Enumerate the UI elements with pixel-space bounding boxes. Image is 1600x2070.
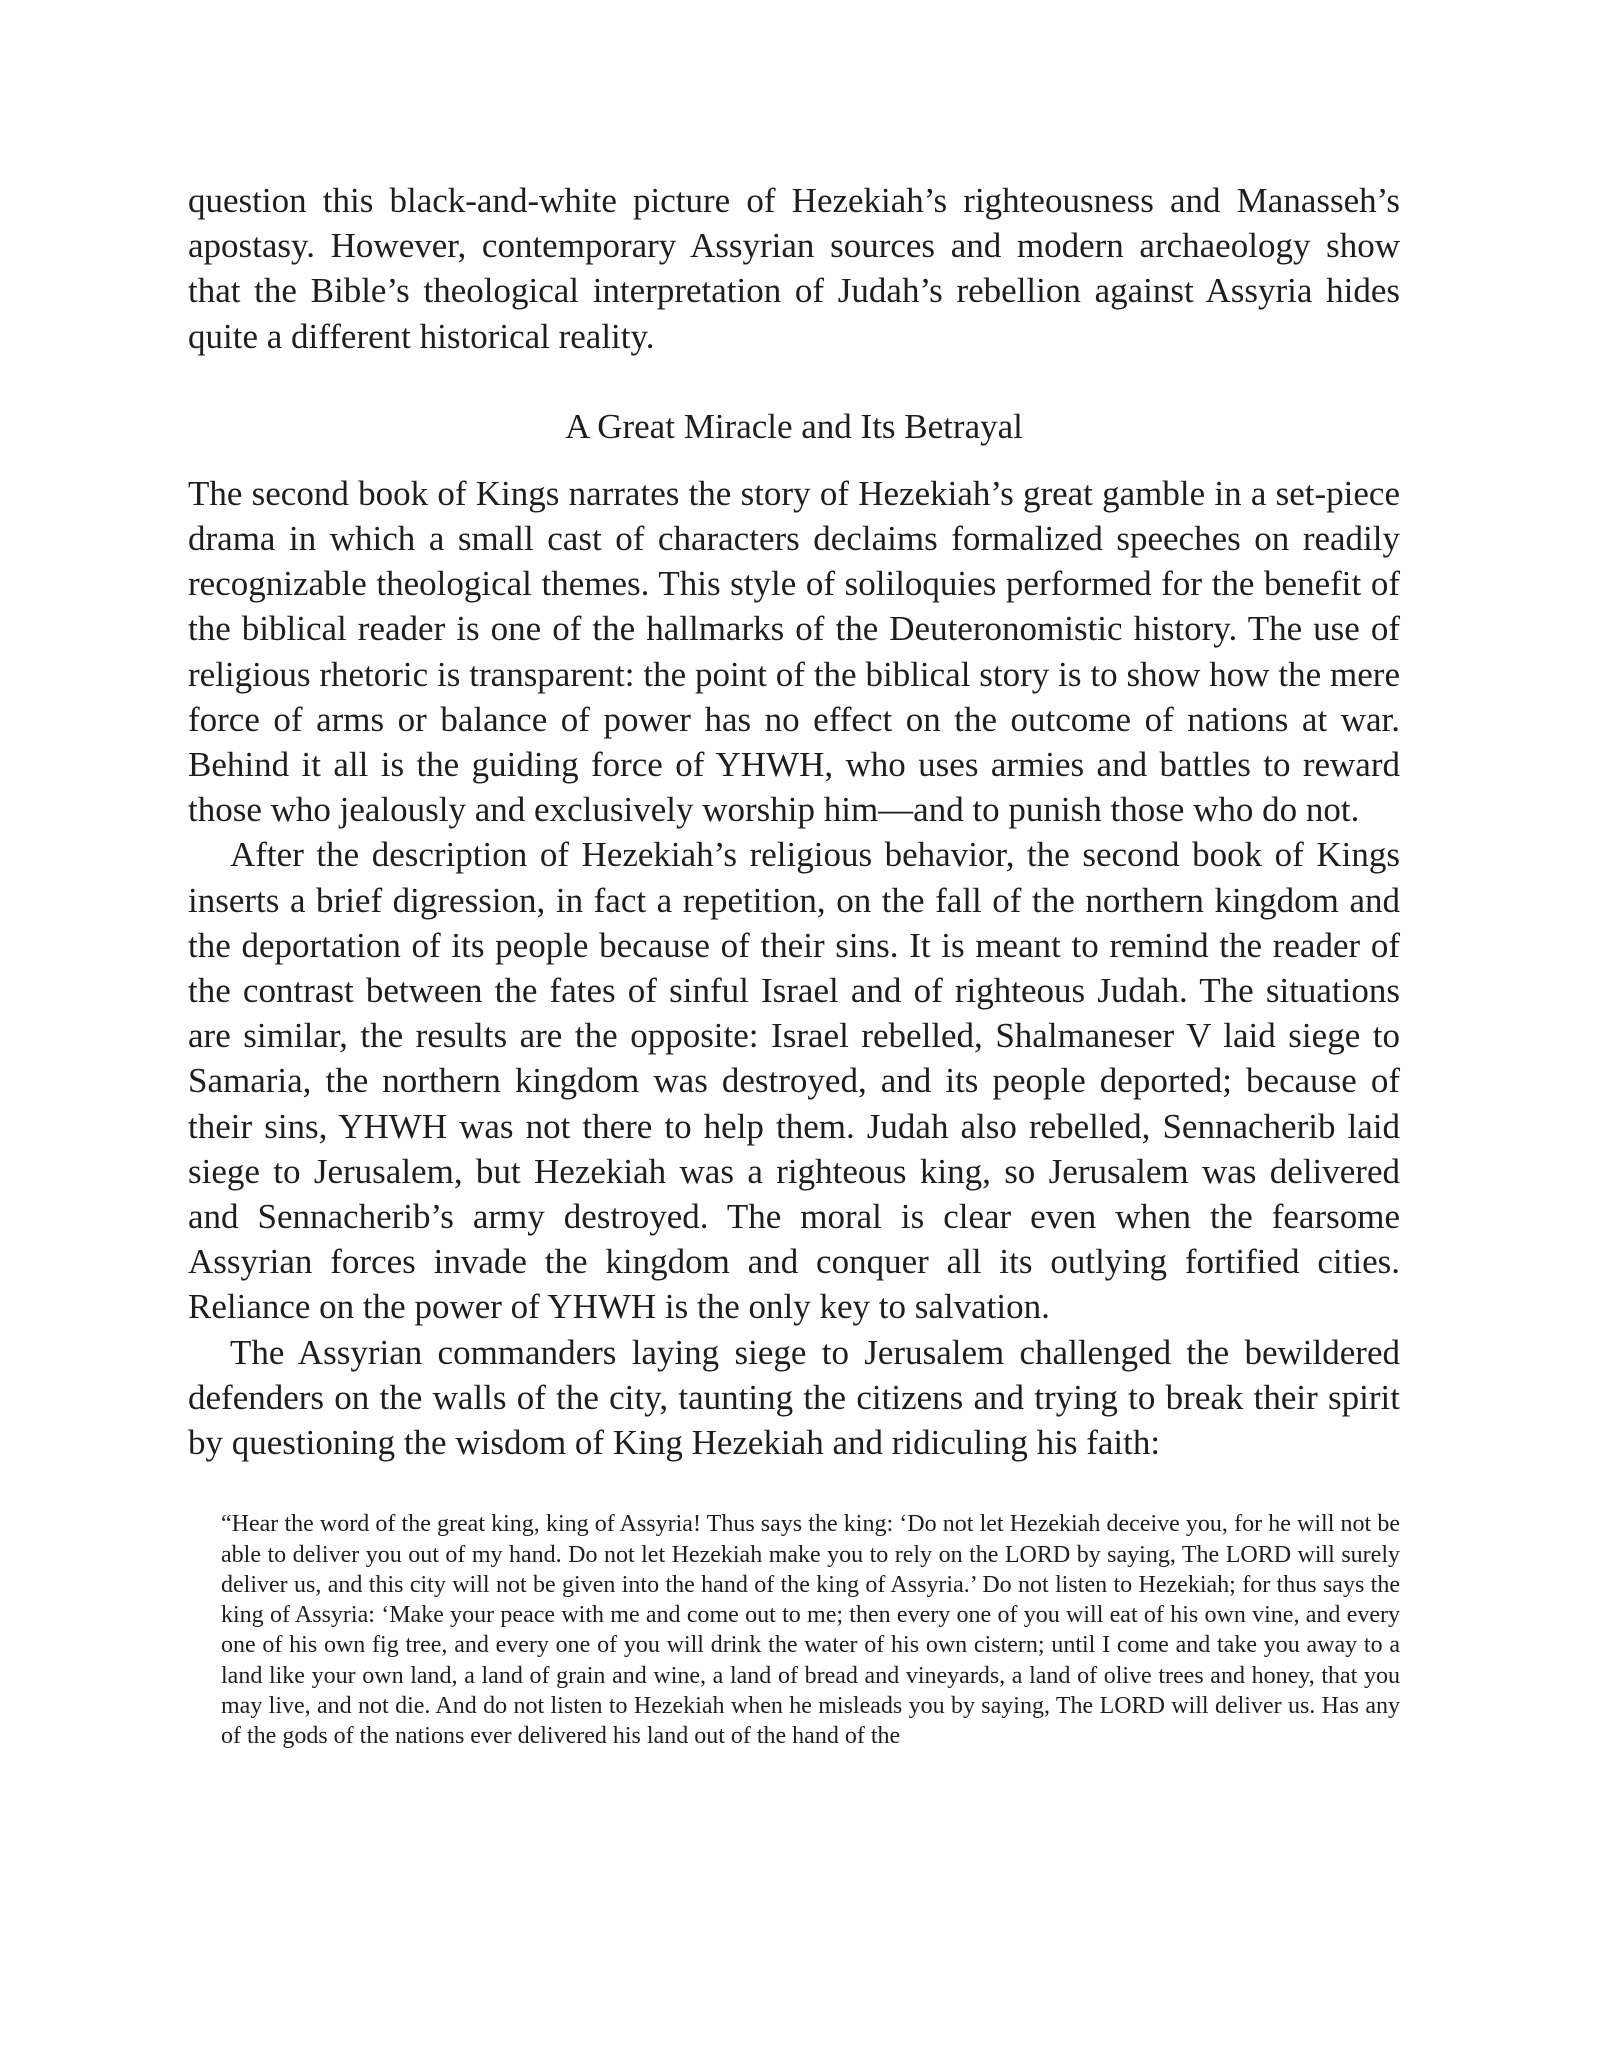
paragraph-continuation: question this black-and-white picture of Hezekiah’s righteousness and Manasseh’s apostasy. However, contemporary Assyrian sources and modern archaeology show that the Bible’s theological interpretation of Judah’s rebellion against Assyria hides quite a different historical reality. (188, 181, 1400, 356)
paragraph-digression: After the description of Hezekiah’s religious behavior, the second book of Kings inserts a brief digression, in fact a repetition, on the fall of the northern kingdom and the deportation of its people because of their sins. It is meant to remind the reader of the contrast between the fates of sinful Israel and of righteous Judah. The situations are similar, the results are the opposite: Israel rebelled, Shalmaneser V laid siege to Samaria, the northern kingdom was destroyed, and its people deported; because of their sins, YHWH was not there to help them. Judah also rebelled, Sennacherib laid siege to Jerusalem, but Hezekiah was a righteous king, so Jerusalem was delivered and Sennacherib’s army destroyed. The moral is clear even when the fearsome Assyrian forces invade the kingdom and conquer all its outlying fortified cities. Reliance on the power of YHWH is the only key to salvation. (188, 835, 1400, 1327)
block-quote: “Hear the word of the great king, king of Assyria! Thus says the king: ‘Do not let Hezekiah deceive you, for he will not be able to deliver you out of my hand. Do not let Hezekiah make you to rely on the LORD by saying, The LORD will surely deliver us, and this city will not be given into the hand of the king of Assyria.’ Do not listen to Hezekiah; for thus says the king of Assyria: ‘Make your peace with me and come out to me; then every one of you will eat of his own vine, and every one of his own fig tree, and every one of you will drink the water of his own cistern; until I come and take you away to a land like your own land, a land of grain and wine, a land of bread and vineyards, a land of olive trees and honey, that you may live, and not die. And do not listen to Hezekiah when he misleads you by saying, The LORD will deliver us. Has any of the gods of the nations ever delivered his land out of the hand of the (221, 1511, 1400, 1750)
paragraph-assyrian-commanders: The Assyrian commanders laying siege to Jerusalem challenged the bewildered defenders on the walls of the city, taunting the citizens and trying to break their spirit by questioning the wisdom of King Hezekiah and ridiculing his faith: (188, 1332, 1400, 1463)
section-heading: A Great Miracle and Its Betrayal (565, 406, 1023, 446)
paragraph-kings-narrative: The second book of Kings narrates the story of Hezekiah’s great gamble in a set-piece drama in which a small cast of characters declaims formalized speeches on readily recognizable theological themes. This style of soliloquies performed for the benefit of the biblical reader is one of the hallmarks of the Deuteronomistic history. The use of religious rhetoric is transparent: the point of the biblical story is to show how the mere force of arms or balance of power has no effect on the outcome of nations at war. Behind it all is the guiding force of YHWH, who uses armies and battles to reward those who jealously and exclusively worship him—and to punish those who do not. (188, 473, 1400, 830)
book-page (188, 178, 1400, 1752)
